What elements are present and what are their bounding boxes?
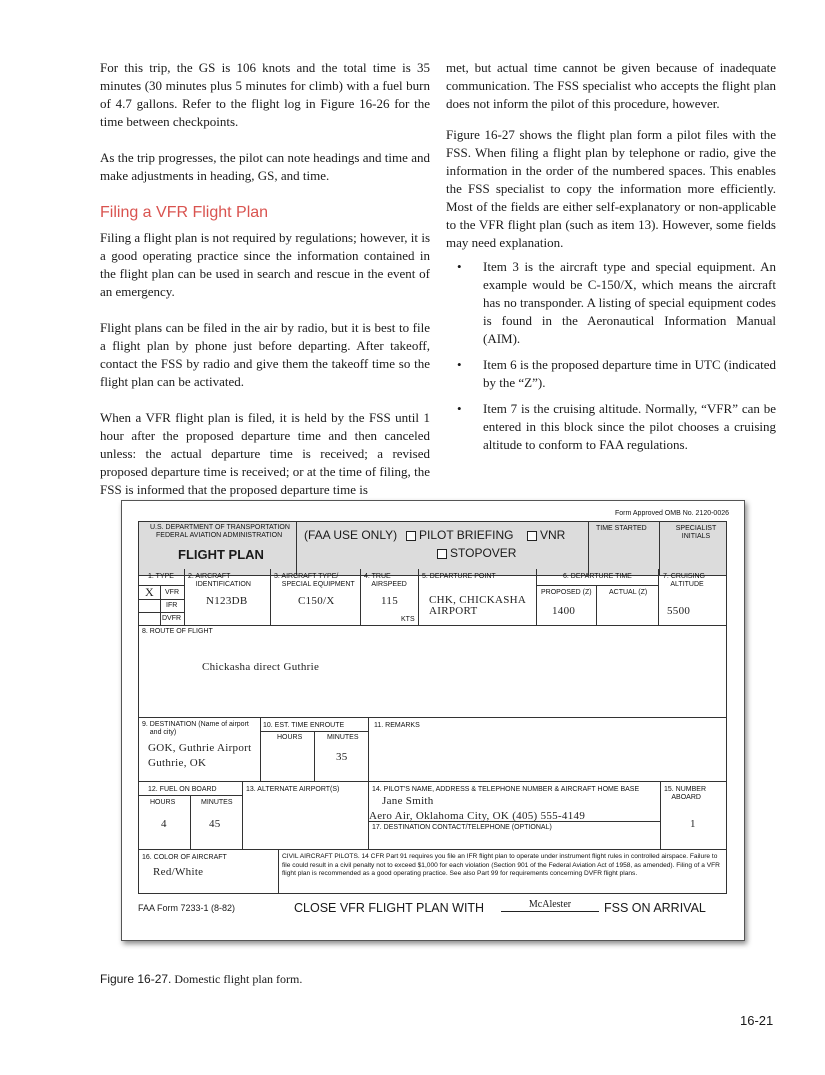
close-flight-plan-text: CLOSE VFR FLIGHT PLAN WITH xyxy=(294,901,485,915)
page-number: 16-21 xyxy=(740,1013,774,1028)
bullet-icon: • xyxy=(457,259,462,274)
field-12-label: 12. FUEL ON BOARD xyxy=(148,786,217,793)
field-16-value[interactable]: Red/White xyxy=(153,866,204,878)
fss-on-arrival-text: FSS ON ARRIVAL xyxy=(604,901,706,915)
list-item xyxy=(446,356,776,392)
paragraph: Filing a flight plan is not required by regulations; however, it is a good operating practice since the information contained in the flight plan can be used in search and rescue in the event of an emergency. xyxy=(100,230,430,299)
pilot-briefing-option[interactable]: PILOT BRIEFING xyxy=(406,528,513,542)
civil-pilots-notice: CIVIL AIRCRAFT PILOTS. 14 CFR Part 91 requires you file an IFR flight plan to operate under instrument flight rules in controlled airspace. Failure to file could result in a civil penalty not to exceed $1,000 for each violation (Section 901 of the Federal Aviation Act of 1958, as amended). Filing of a VFR flight plan is recommended as a good operating practice. See also Part 99 for requirements concerning DVFR flight plans. xyxy=(282,853,720,878)
field-2-label: 2. AIRCRAFT IDENTIFICATION xyxy=(188,573,251,588)
field-9-label: 9. DESTINATION (Name of airport and city) xyxy=(142,721,249,736)
bullet-icon: • xyxy=(457,357,462,372)
enroute-minutes-label: MINUTES xyxy=(327,734,359,741)
field-4-label: 4. TRUE AIRSPEED xyxy=(364,573,407,588)
fuel-hours-label: HOURS xyxy=(150,799,176,806)
faa-use-label: (FAA USE ONLY) xyxy=(304,528,398,542)
paragraph: When a VFR flight plan is filed, it is held by the FSS until 1 hour after the proposed departure time and then canceled unless: the actual departure time is received; a revised proposed departure time is received; or at the time of filing, the FSS is informed that the proposed departure time is xyxy=(100,410,430,497)
field-15-value[interactable]: 1 xyxy=(690,818,696,830)
flight-plan-form xyxy=(121,500,745,941)
section-heading: Filing a VFR Flight Plan xyxy=(100,204,269,221)
field-9-value[interactable]: GOK, Guthrie Airport Guthrie, OK xyxy=(148,742,252,769)
fuel-minutes-label: MINUTES xyxy=(201,799,233,806)
field-17-label: 17. DESTINATION CONTACT/TELEPHONE (OPTIONAL) xyxy=(372,824,552,831)
bullet-icon: • xyxy=(457,401,462,416)
list-item-text: Item 6 is the proposed departure time in UTC (indicated by the “Z”). xyxy=(483,357,776,390)
figure-label: Figure 16-27. xyxy=(100,972,172,986)
stopover-option[interactable]: STOPOVER xyxy=(437,546,516,560)
checkbox-icon xyxy=(527,531,537,541)
field-8-label: 8. ROUTE OF FLIGHT xyxy=(142,628,213,635)
fuel-minutes-value[interactable]: 45 xyxy=(209,818,221,830)
pilot-name-value[interactable]: Jane Smith xyxy=(382,795,434,807)
figure-caption xyxy=(100,972,302,987)
vnr-option[interactable]: VNR xyxy=(527,528,565,542)
fuel-hours-value[interactable]: 4 xyxy=(161,818,167,830)
field-3-value[interactable]: C150/X xyxy=(298,595,335,607)
type-dvfr-label: DVFR xyxy=(162,615,182,622)
figure-caption-text: Domestic flight plan form. xyxy=(174,972,303,986)
checkbox-icon xyxy=(406,531,416,541)
field-6-label: 6. DEPARTURE TIME xyxy=(563,573,632,580)
list-item xyxy=(446,400,776,454)
field-7-label: 7. CRUISING ALTITUDE xyxy=(663,573,706,588)
list-item-text: Item 3 is the aircraft type and special equipment. An example would be C-150/X, which means the aircraft has no transponder. A listing of special equipment codes is found in the Aeronautical Information Manual (AIM). xyxy=(483,259,776,346)
paragraph: met, but actual time cannot be given because of inadequate communication. The FSS specialist who accepts the flight plan does not inform the pilot of this procedure, however. xyxy=(446,60,776,111)
close-fss-value[interactable]: McAlester xyxy=(501,898,599,912)
field-3-label: 3. AIRCRAFT TYPE/ SPECIAL EQUIPMENT xyxy=(274,573,355,588)
time-started-label: TIME STARTED xyxy=(596,525,647,532)
field-16-label: 16. COLOR OF AIRCRAFT xyxy=(142,854,227,861)
list-item-text: Item 7 is the cruising altitude. Normally, “VFR” can be entered in this block since the pilot chooses a cruising altitude to conform to FAA regulations. xyxy=(483,401,776,452)
field-10-label: 10. EST. TIME ENROUTE xyxy=(263,722,345,729)
right-column xyxy=(446,59,776,462)
paragraph: As the trip progresses, the pilot can note headings and time and make adjustments in heading, GS, and time. xyxy=(100,150,430,183)
field-14-label: 14. PILOT'S NAME, ADDRESS & TELEPHONE NUMBER & AIRCRAFT HOME BASE xyxy=(372,786,640,793)
omb-number: Form Approved OMB No. 2120-0026 xyxy=(615,510,730,517)
field-2-value[interactable]: N123DB xyxy=(206,595,248,607)
list-item xyxy=(446,258,776,348)
field-6-value[interactable]: 1400 xyxy=(552,605,576,617)
field-8-value[interactable]: Chickasha direct Guthrie xyxy=(202,661,320,673)
proposed-time-label: PROPOSED (Z) xyxy=(541,589,592,596)
checkbox-icon xyxy=(437,549,447,559)
field-10-value[interactable]: 35 xyxy=(336,751,348,763)
field-1-label: 1. TYPE xyxy=(148,573,174,580)
field-4-unit: KTS xyxy=(401,616,415,623)
pilot-address-value[interactable]: Aero Air, Oklahoma City, OK (405) 555-4149 xyxy=(369,810,586,822)
field-13-label: 13. ALTERNATE AIRPORT(S) xyxy=(246,786,340,793)
left-column xyxy=(100,59,430,499)
paragraph: Figure 16-27 shows the flight plan form a pilot files with the FSS. When filing a flight plan by telephone or radio, give the information in the order of the numbered spaces. This enables the FSS specialist to copy the information more efficiently. Most of the fields are either self-explanatory or non-applicable to the VFR flight plan (such as item 13). However, some fields may need explanation. xyxy=(446,127,776,250)
agency-line-2: FEDERAL AVIATION ADMINISTRATION xyxy=(156,532,283,539)
actual-time-label: ACTUAL (Z) xyxy=(609,589,648,596)
field-4-value[interactable]: 115 xyxy=(381,595,398,607)
agency-line-1: U.S. DEPARTMENT OF TRANSPORTATION xyxy=(150,524,290,531)
field-5-value[interactable]: CHK, CHICKASHA AIRPORT xyxy=(429,594,527,617)
type-vfr-label: VFR xyxy=(165,589,179,596)
field-1-mark: X xyxy=(145,585,154,599)
field-11-label: 11. REMARKS xyxy=(374,722,420,729)
field-5-label: 5. DEPARTURE POINT xyxy=(422,573,496,580)
enroute-hours-label: HOURS xyxy=(277,734,303,741)
paragraph: For this trip, the GS is 106 knots and the total time is 35 minutes (30 minutes plus 5 minutes for climb) with a fuel burn of 4.7 gallons. Refer to the flight log in Figure 16-26 for the time between checkpoints. xyxy=(100,60,430,129)
field-7-value[interactable]: 5500 xyxy=(667,605,691,617)
form-title: FLIGHT PLAN xyxy=(178,547,264,562)
field-15-label: 15. NUMBER ABOARD xyxy=(664,786,707,801)
specialist-initials-label: SPECIALIST INITIALS xyxy=(675,525,717,540)
paragraph: Flight plans can be filed in the air by radio, but it is best to file a flight plan by phone just before departing. After takeoff, contact the FSS by radio and give them the takeoff time so the flight plan can be activated. xyxy=(100,320,430,389)
form-number: FAA Form 7233-1 (8-82) xyxy=(138,903,236,913)
bullet-list xyxy=(446,258,776,454)
type-ifr-label: IFR xyxy=(166,602,178,609)
